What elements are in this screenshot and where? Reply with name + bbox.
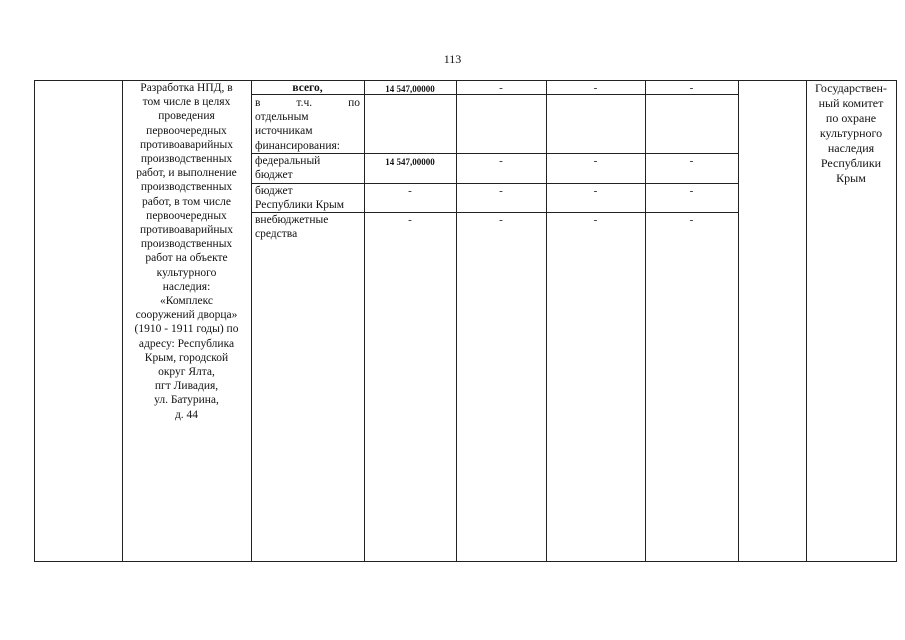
page-number: 113 [443,52,462,66]
col-border [806,80,807,562]
col-border [896,80,897,562]
table-bottom-border [34,561,897,562]
republic-dash-3: - [689,185,694,197]
total-dash-2: - [593,82,598,94]
extrabudget-dash-1: - [499,214,503,226]
total-dash-3: - [689,82,694,94]
col-border [122,80,123,562]
federal-dash-1: - [499,155,503,167]
federal-label: федеральный бюджет [255,155,321,182]
federal-dash-3: - [689,155,694,167]
work-description: Разработка НПД, в том числе в целях проведения первоочередных противоаварийных производственных работ, и выполнение производственных работ, в том числе первоочередных противоаварийных производственных работ на объекте культурного наследия: «Комплекс сооружений дворца» (1910 - 1911 годы) по адресу: Республика Крым, городской округ Ялта, пгт Ливадия, ул. Батурина, д. 44 [134,82,239,421]
col-border [738,80,739,562]
extrabudget-dash-3: - [689,214,694,226]
total-dash-1: - [499,82,503,94]
extrabudget-dash-2: - [593,214,598,226]
extrabudget-label: внебюджетные средства [255,214,329,241]
total-value: 14 547,00000 [385,84,435,94]
federal-dash-2: - [593,155,598,167]
col-border [34,80,35,562]
republic-dash-1: - [499,185,503,197]
federal-value: 14 547,00000 [385,157,435,167]
total-label: всего, [292,82,323,94]
republic-dash-2: - [593,185,598,197]
extrabudget-value: - [408,214,412,226]
republic-label: бюджет Республики Крым [255,185,344,212]
including-label: в т.ч. по отдельным источникам финансирования: [255,97,360,152]
responsible-executor: Государствен- ный комитет по охране культурного наследия Республики Крым [815,81,887,185]
republic-value: - [408,185,412,197]
